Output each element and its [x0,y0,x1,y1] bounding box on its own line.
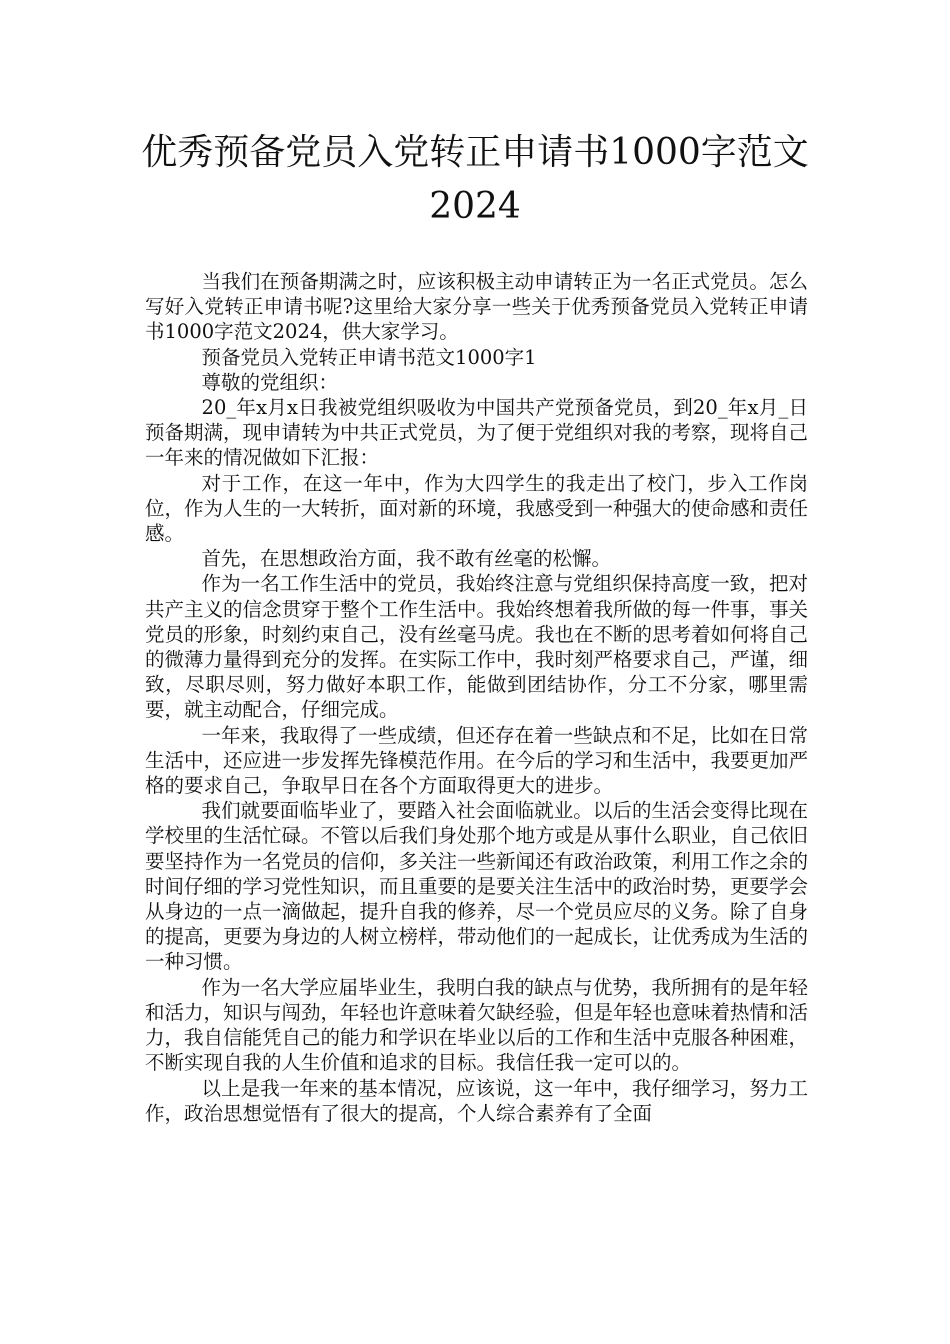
paragraph-heading: 预备党员入党转正申请书范文1000字1 [201,345,537,369]
paragraph: 作为一名工作生活中的党员，我始终注意与党组织保持高度一致，把对共产主义的信念贯穿于整个工作生活中。我始终想着我所做的每一件事，事关党员的形象，时刻约束自己，没有丝毫马虎。我也在不断的思考着如何将自己的微薄力量得到充分的发挥。在实际工作中，我时刻严格要求自己，严谨，细致，尽职尽则，努力做好本职工作，能做到团结协作，分工不分家，哪里需要，就主动配合，仔细完成。 [145,572,809,722]
document-title [120,126,830,234]
title-line-1: 优秀预备党员入党转正申请书1000字范文 [141,132,809,173]
paragraph-intro: 当我们在预备期满之时，应该积极主动申请转正为一名正式党员。怎么写好入党转正申请书呢?这里给大家分享一些关于优秀预备党员入党转正申请书1000字范文2024，供大家学习。 [145,270,808,344]
paragraph: 对于工作，在这一年中，作为大四学生的我走出了校门，步入工作岗位，作为人生的一大转折，面对新的环境，我感受到一种强大的使命感和责任感。 [145,471,809,546]
document-body [145,269,808,1126]
paragraph: 一年来，我取得了一些成绩，但还存在着一些缺点和不足，比如在日常生活中，还应进一步发挥先锋模范作用。在今后的学习和生活中，我要更加严格的要求自己，争取早日在各个方面取得更大的进步。 [145,723,809,798]
title-line-2: 2024 [429,186,521,227]
paragraph: 我们就要面临毕业了，要踏入社会面临就业。以后的生活会变得比现在学校里的生活忙碌。不管以后我们身处那个地方或是从事什么职业，自己依旧要坚持作为一名党员的信仰，多关注一些新闻还有政治政策，利用工作之余的时间仔细的学习党性知识，而且重要的是要关注生活中的政治时势，更要学会从身边的一点一滴做起，提升自我的修养，尽一个党员应尽的义务。除了自身的提高，更要为身边的人树立榜样，带动他们的一起成长，让优秀成为生活的一种习惯。 [145,799,809,974]
paragraph: 首先，在思想政治方面，我不敢有丝毫的松懈。 [201,547,612,571]
paragraph: 20_年x月x日我被党组织吸收为中国共产党预备党员，到20_年x月_日预备期满，现申请转为中共正式党员，为了便于党组织对我的考察，现将自己一年来的情况做如下汇报： [145,396,809,470]
paragraph-salutation: 尊敬的党组织： [201,370,339,394]
paragraph: 以上是我一年来的基本情况，应该说，这一年中，我仔细学习，努力工作，政治思想觉悟有了很大的提高，个人综合素养有了全面 [145,1076,808,1125]
paragraph: 作为一名大学应届毕业生，我明白我的缺点与优势，我所拥有的是年轻和活力，知识与闯劲，年轻也许意味着欠缺经验，但是年轻也意味着热情和活力，我自信能凭自己的能力和学识在毕业以后的工作和生活中克服各种困难，不断实现自我的人生价值和追求的目标。我信任我一定可以的。 [145,975,809,1075]
